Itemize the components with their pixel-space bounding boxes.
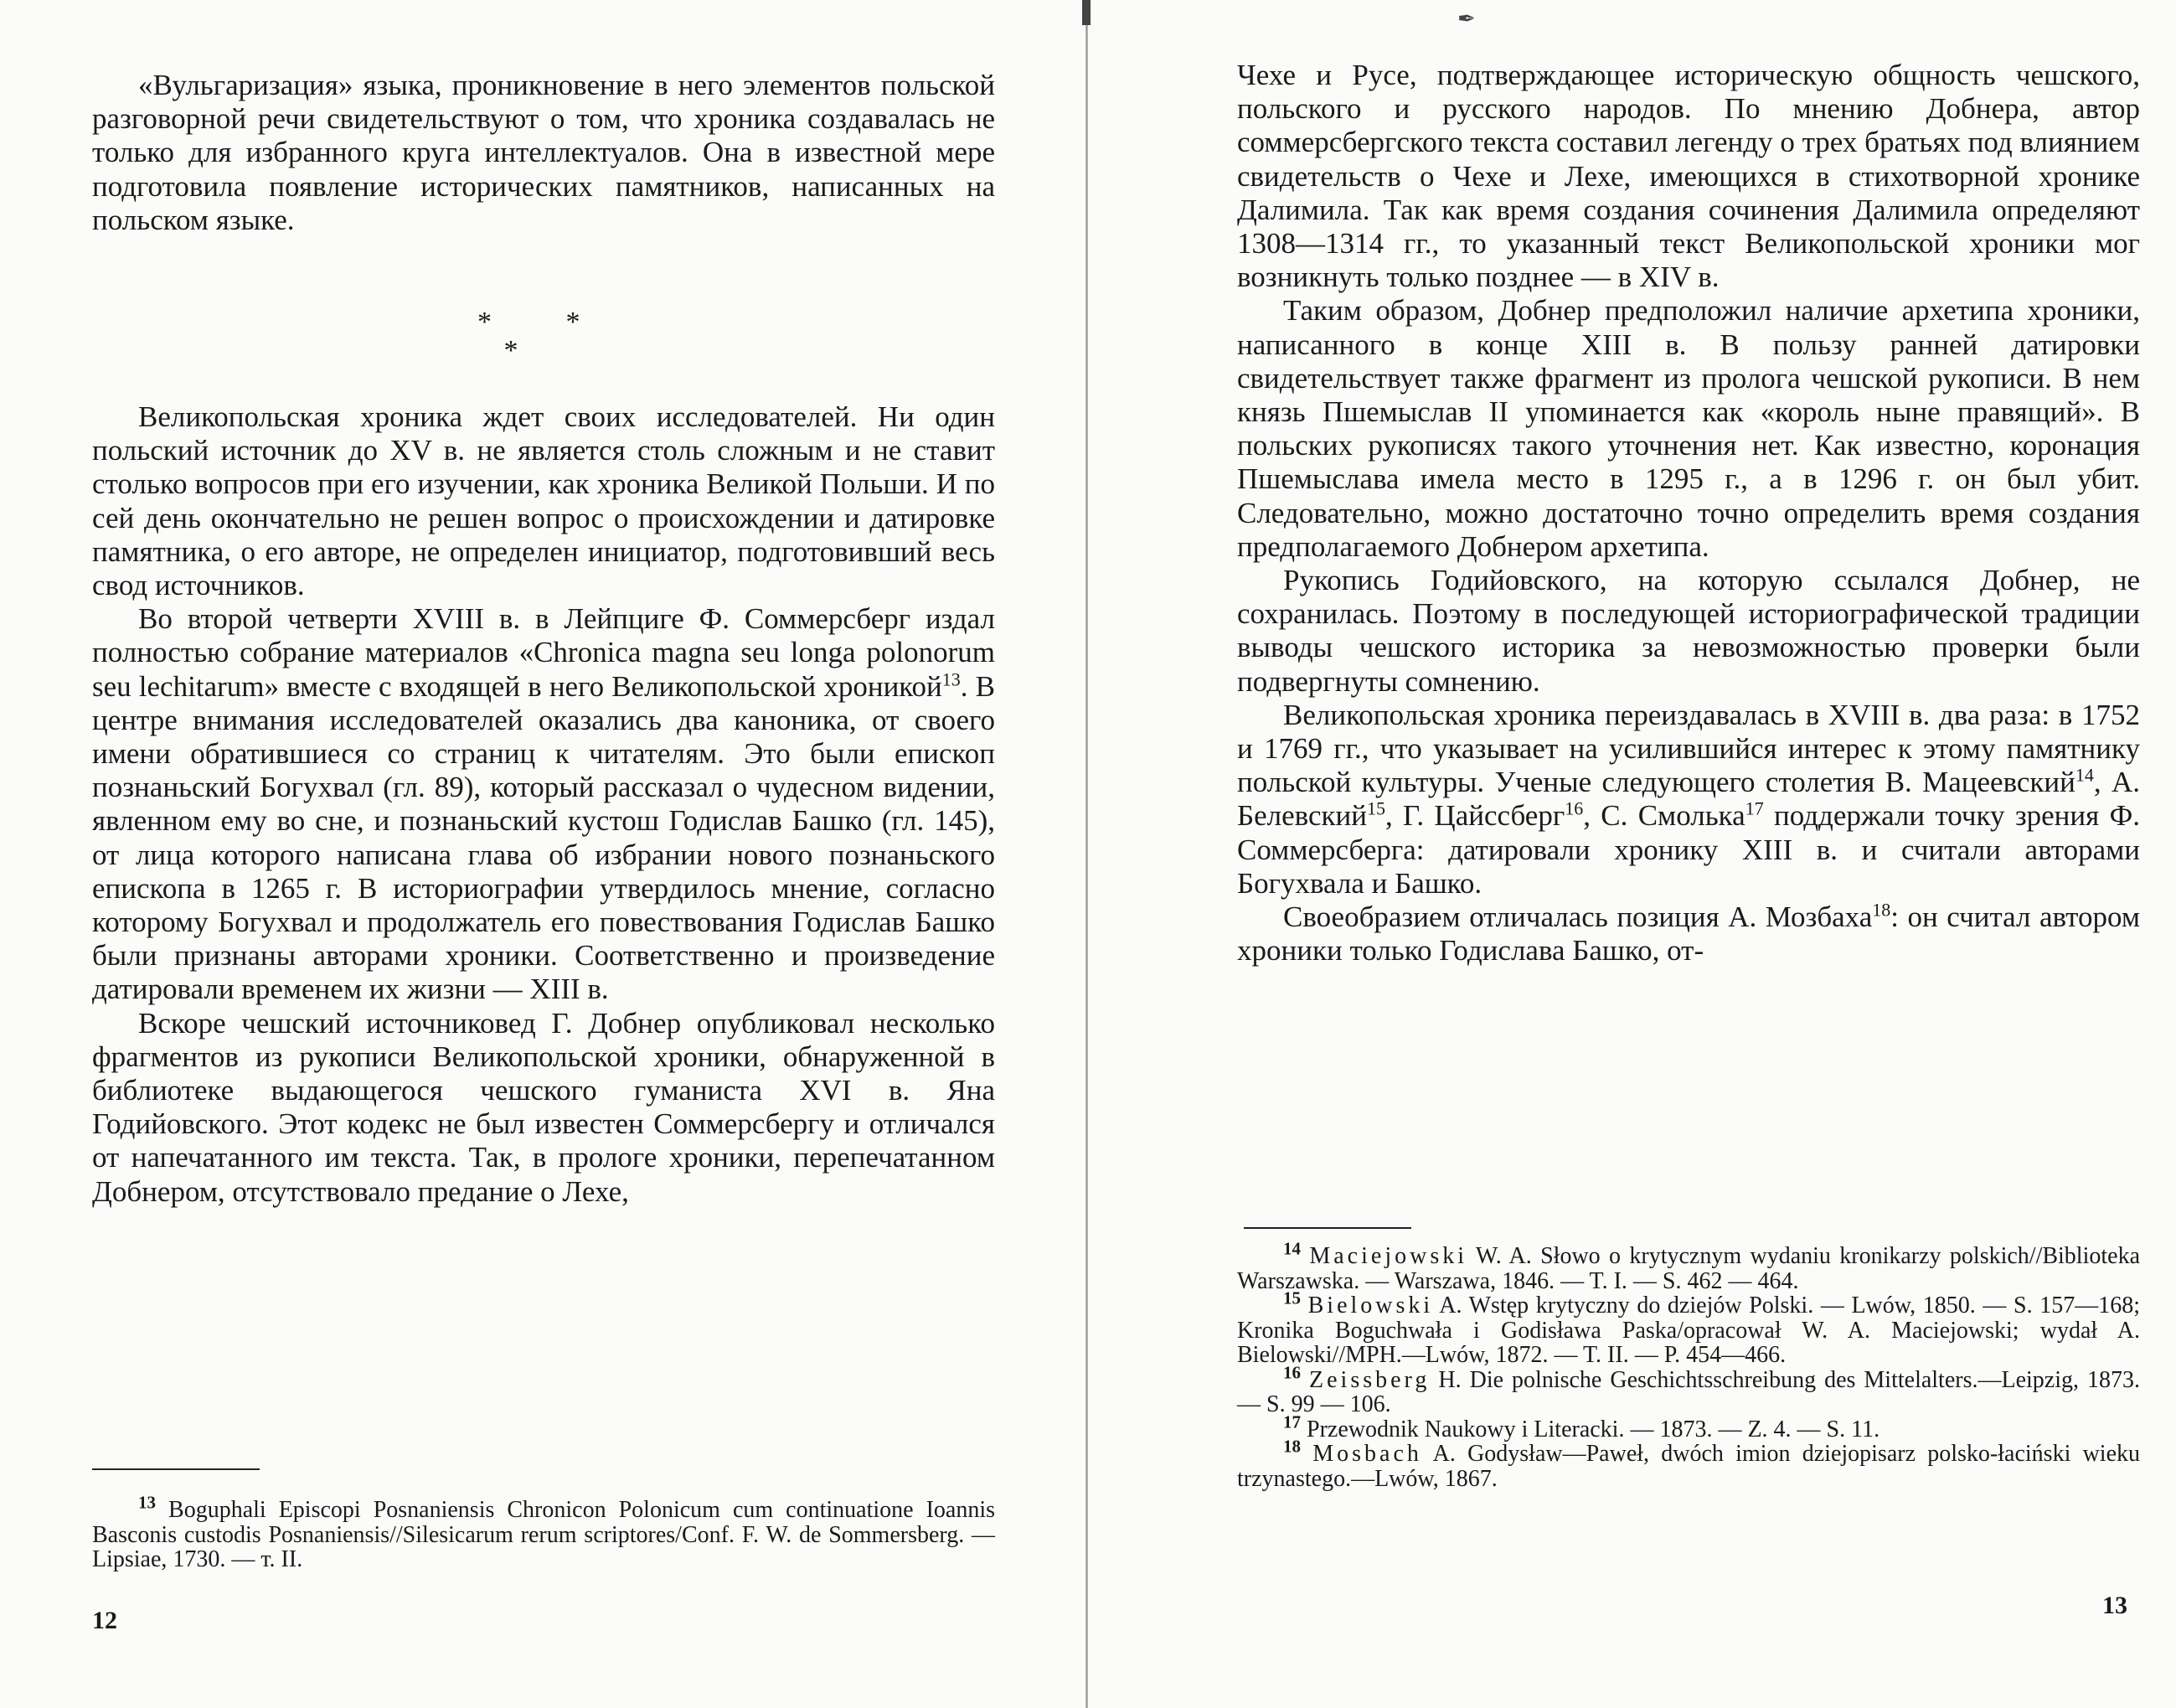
footnote-author: Maciejowski [1309, 1243, 1467, 1269]
footnote-13 [92, 1492, 996, 1572]
right-paragraph-2: Таким образом, Добнер предположил наличие архетипа хроники, написанного в конце XIII в. В пользу ранней датировки свидетельствует также фрагмент из пролога чешской рукописи. В нем князь Пшемыслав II упоминается как «король ныне правящий». В польских рукописях такого уточнения нет. Как известно, коронация Пшемыслава имела место в 1295 г., а в 1296 г. он был убит. Следовательно, можно достаточно точно определить время создания предполагаемого Добнером архетипа. [1237, 294, 2140, 563]
footnote-ref-16: 16 [1565, 797, 1584, 819]
ink-speck: ✒ [1457, 7, 1476, 31]
asterism [477, 307, 614, 375]
footnote-author: Mosbach [1312, 1441, 1422, 1467]
asterism-glyphs: * * * [477, 307, 614, 366]
left-paragraph-1: Великопольская хроника ждет своих исследователей. Ни один польский источник до XV в. не является столь сложным и не ставит столько вопросов при его изучении, как хроника Великой Польши. И по сей день окончательно не решен вопрос о происхождении и датировке памятника, о его авторе, не определен инициатор, подготовивший весь свод источников. [92, 400, 995, 602]
left-paragraph-2: Во второй четверти XVIII в. в Лейпциге Ф. Соммерсберг издал полностью собрание материалов «Chronica magna seu longa polonorum seu lechitarum» вместе с входящей в него Великопольской хроникой$^{13}$. В центре внимания исследователей оказались два каноника, от своего имени обратившиеся со страниц к читателям. Это были епископ познаньский Богухвал (гл. 89), который рассказал о чудесном видении, явленном ему во сне, и познаньский кустош Годислав Башко (гл. 145), от лица которого написана глава об избрании нового познаньского епископа в 1265 г. В историографии утвердилось мнение, согласно которому Богухвал и продолжатель его повествования Годислав Башко были признаны авторами хроники. Соответственно и произведение датировали временем их жизни — XIII в. [92, 602, 996, 1006]
left-top-paragraph: «Вульгаризация» языка, проникновение в него элементов польской разговорной речи свидетельствуют о том, что хроника создавалась не только для избранного круга интеллектуалов. Она в известной мере подготовила появление исторических памятников, написанных на польском языке. [92, 69, 995, 236]
left-main-text [92, 400, 995, 1209]
right-paragraph-1: Чехе и Русе, подтверждающее историческую общность чешского, польского и русского народов. По мнению Добнера, автор соммерсбергского текста составил легенду о трех братьях под влиянием свидетельств о Чехе и Лехе, имеющихся в стихотворной хронике Далимила. Так как время создания сочинения Далимила определяют 1308—1314 гг., то указанный текст Великопольской хроники мог возникнуть только позднее — в XIV в. [1237, 59, 2140, 294]
left-paragraph-2-cont: В центре внимания исследователей оказались два каноника, от своего имени обратившиеся со страниц к читателям. Это были епископ познаньский Богухвал (гл. 89), который рассказал о чудесном видении, явленном ему во сне, и познаньский кустош Годислав Башко (гл. 145), от лица которого написана глава об избрании нового познаньского епископа в 1265 г. В историографии утвердилось мнение, согласно которому Богухвал и продолжатель его повествования Годислав Башко были признаны авторами хроники. Соответственно и произведение датировали временем их жизни — XIII в. [92, 669, 996, 1006]
footnote-17: $^{17}$ Przewodnik Naukowy i Literacki. — 1873. — Z. 4. — S. 11. [1283, 1411, 1880, 1442]
right-paragraph-5: Своеобразием отличалась позиция А. Мозбаха$^{18}$: он считал автором хроники только Годислава Башко, от- [1237, 899, 2140, 968]
right-page [1089, 0, 2176, 1708]
footnote-number: 13 [138, 1492, 156, 1513]
footnote-ref-17: 17 [1745, 797, 1764, 819]
left-paragraph-2-text: Во второй четверти XVIII в. в Лейпциге Ф. Соммерсберг издал полностью собрание материалов «Chronica magna seu longa polonorum seu lechitarum» вместе с входящей в него Великопольской хроникой [92, 602, 995, 703]
footnote-ref-18: 18 [1872, 899, 1891, 921]
footnote-18: $^{18}$ Mosbach A. Godysław—Paweł, dwóch imion dziejopisarz polsko-łaciński wieku trzynastego.—Lwów, 1867. [1237, 1436, 2141, 1492]
page-number-left: 12 [92, 1607, 117, 1634]
footnote-ref-14: 14 [2075, 764, 2094, 786]
left-paragraph-3: Вскоре чешский источниковед Г. Добнер опубликовал несколько фрагментов из рукописи Великопольской хроники, обнаруженной в библиотеке выдающегося чешского гуманиста XVI в. Яна Годийовского. Этот кодекс не был известен Соммерсбергу и отличался от напечатанного им текста. Так, в прологе хроники, перепечатанном Добнером, отсутствовало предание о Лехе, [92, 1006, 995, 1208]
left-top-paragraph-block [92, 69, 995, 237]
footnote-author: Zeissberg [1309, 1366, 1431, 1393]
right-paragraph-3: Рукопись Годийовского, на которую ссылался Добнер, не сохранилась. Поэтому в последующей историографической традиции выводы чешского историка за невозможностью проверки были подвергнуты сомнению. [1237, 564, 2140, 698]
left-footnotes [92, 1492, 996, 1572]
footnote-author: Bielowski [1307, 1293, 1434, 1318]
right-main-text [1237, 59, 2140, 968]
right-paragraph-4: Великопольская хроника переиздавалась в XVIII в. два раза: в 1752 и 1769 гг., что указывает на усилившийся интерес к этому памятнику польской культуры. Ученые следующего столетия В. Мацеевский$^{14}$, А. Белевский$^{15}$, Г. Цайссберг$^{16}$, С. Смолька$^{17}$ поддержали точку зрения Ф. Соммерсберга: датировали хронику XIII в. и считали авторами Богухвала и Башко. [1237, 698, 2141, 900]
footnote-15: $^{15}$ Bielowski A. Wstęp krytyczny do dziejów Polski. — Lwów, 1850. — S. 157—168; Kronika Boguchwała i Godisława Paska/opracował W. A. Maciejowski; wydał A. Bielowski//MPH.—Lwów, 1872. — T. II. — P. 454—466. [1237, 1287, 2141, 1368]
footnote-ref-13: 13 [941, 668, 961, 689]
right-footnotes [1237, 1238, 2141, 1492]
footnote-rule [1244, 1227, 1411, 1229]
footnote-text: Boguphali Episcopi Posnaniensis Chronicon Polonicum cum continuatione Ioannis Basconis custodis Posnaniensis//Silesicarum rerum scriptores/Conf. F. W. de Sommersberg. — Lipsiae, 1730. — т. II. [92, 1497, 996, 1572]
page-number-right: 13 [2102, 1592, 2127, 1619]
footnote-ref-15: 15 [1366, 797, 1385, 819]
footnote-16: $^{16}$ Zeissberg H. Die polnische Geschichtsschreibung des Mittelalters.—Leipzig, 1873. — S. 99 — 106. [1237, 1362, 2141, 1417]
footnote-rule [92, 1468, 260, 1470]
footnote-14: $^{14}$ Maciejowski W. A. Słowo o krytycznym wydaniu kronikarzy polskich//Biblioteka Warszawska. — Warszawa, 1846. — T. I. — S. 462 — 464. [1237, 1238, 2140, 1294]
